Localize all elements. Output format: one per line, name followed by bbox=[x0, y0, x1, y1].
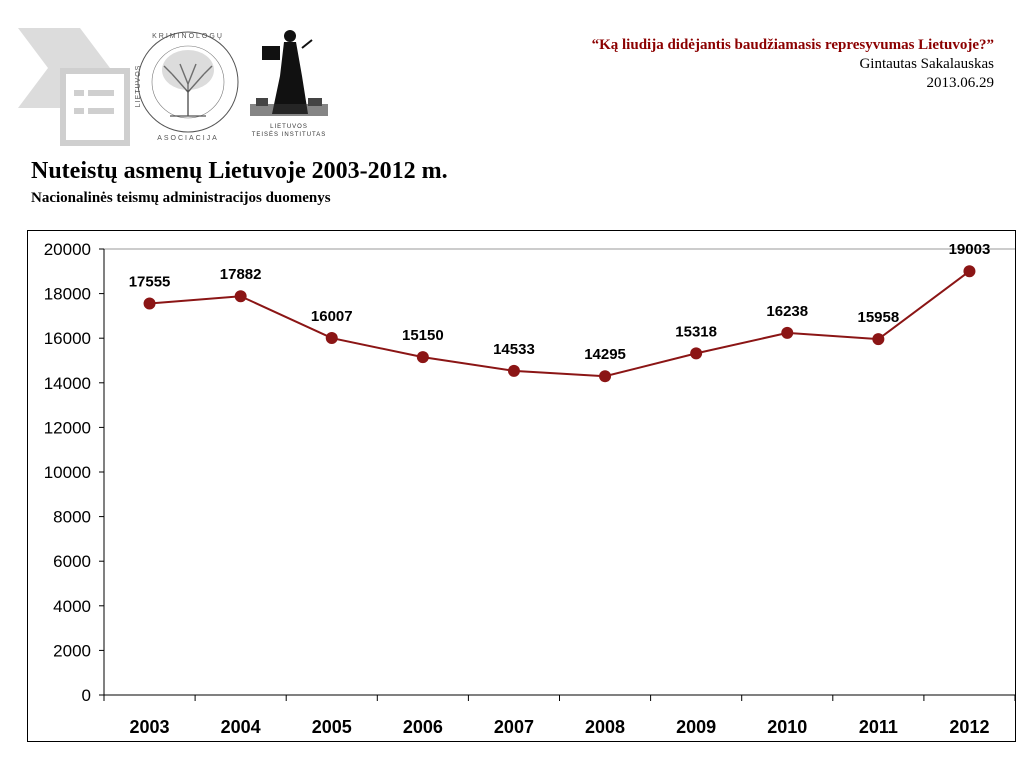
criminologists-association-logo bbox=[130, 26, 246, 144]
data-label: 14295 bbox=[584, 346, 626, 364]
y-tick-label: 18000 bbox=[43, 284, 91, 304]
data-point bbox=[599, 370, 611, 382]
data-label: 16238 bbox=[766, 302, 809, 320]
x-tick-label: 2008 bbox=[585, 717, 626, 737]
svg-text:ASOCIACIJA: ASOCIACIJA bbox=[157, 135, 219, 142]
x-tick-label: 2009 bbox=[676, 717, 717, 737]
y-tick-label: 6000 bbox=[53, 552, 91, 572]
y-tick-label: 8000 bbox=[53, 507, 91, 527]
data-label: 17555 bbox=[128, 273, 171, 291]
data-label: 16007 bbox=[310, 308, 353, 326]
data-label: 15150 bbox=[401, 327, 444, 345]
svg-text:KRIMINOLOGŲ: KRIMINOLOGŲ bbox=[152, 33, 224, 40]
slide-subtitle: Nacionalinės teismų administracijos duomenys bbox=[31, 190, 331, 206]
x-tick-label: 2010 bbox=[767, 717, 808, 737]
x-tick-label: 2011 bbox=[858, 717, 898, 737]
y-tick-label: 2000 bbox=[53, 641, 91, 661]
x-tick-label: 2006 bbox=[402, 717, 443, 737]
data-label: 15958 bbox=[857, 309, 900, 327]
data-point bbox=[144, 298, 156, 310]
data-point bbox=[326, 332, 338, 344]
data-point bbox=[963, 265, 975, 277]
data-point bbox=[235, 290, 247, 302]
chart-frame bbox=[27, 230, 1016, 742]
x-tick-label: 2005 bbox=[311, 717, 352, 737]
lti-line2: TEISĖS INSTITUTAS bbox=[251, 132, 327, 138]
presentation-date: 2013.06.29 bbox=[926, 75, 994, 91]
data-point bbox=[781, 327, 793, 339]
svg-text:LIETUVOS: LIETUVOS bbox=[135, 64, 142, 108]
author-name: Gintautas Sakalauskas bbox=[859, 56, 994, 72]
data-label: 17882 bbox=[219, 266, 262, 284]
y-tick-label: 20000 bbox=[43, 240, 91, 259]
y-tick-label: 10000 bbox=[43, 463, 91, 482]
data-label: 15318 bbox=[675, 323, 718, 341]
presentation-title: “Ką liudija didėjantis baudžiamasis represyvumas Lietuvoje?” bbox=[591, 37, 994, 53]
lti-line1: LIETUVOS bbox=[270, 124, 308, 130]
y-tick-label: 12000 bbox=[43, 418, 91, 438]
presentation-header bbox=[592, 36, 994, 93]
x-tick-label: 2012 bbox=[949, 717, 990, 737]
corner-icon bbox=[18, 28, 130, 146]
data-point bbox=[872, 333, 884, 345]
y-tick-label: 0 bbox=[81, 686, 91, 705]
x-tick-label: 2003 bbox=[129, 717, 170, 737]
y-tick-label: 4000 bbox=[53, 596, 91, 616]
data-label: 19003 bbox=[948, 241, 991, 259]
data-point bbox=[417, 351, 429, 363]
series-line bbox=[150, 271, 970, 376]
slide-title: Nuteistų asmenų Lietuvoje 2003-2012 m. bbox=[31, 158, 448, 184]
x-tick-label: 2004 bbox=[220, 717, 261, 737]
data-label: 14533 bbox=[493, 340, 535, 358]
y-tick-label: 16000 bbox=[43, 329, 91, 349]
convicted-persons-line-chart bbox=[28, 231, 1015, 741]
y-tick-label: 14000 bbox=[43, 373, 91, 393]
law-institute-logo bbox=[246, 26, 332, 144]
x-tick-label: 2007 bbox=[493, 717, 534, 737]
data-point bbox=[508, 365, 520, 377]
data-point bbox=[690, 347, 702, 359]
